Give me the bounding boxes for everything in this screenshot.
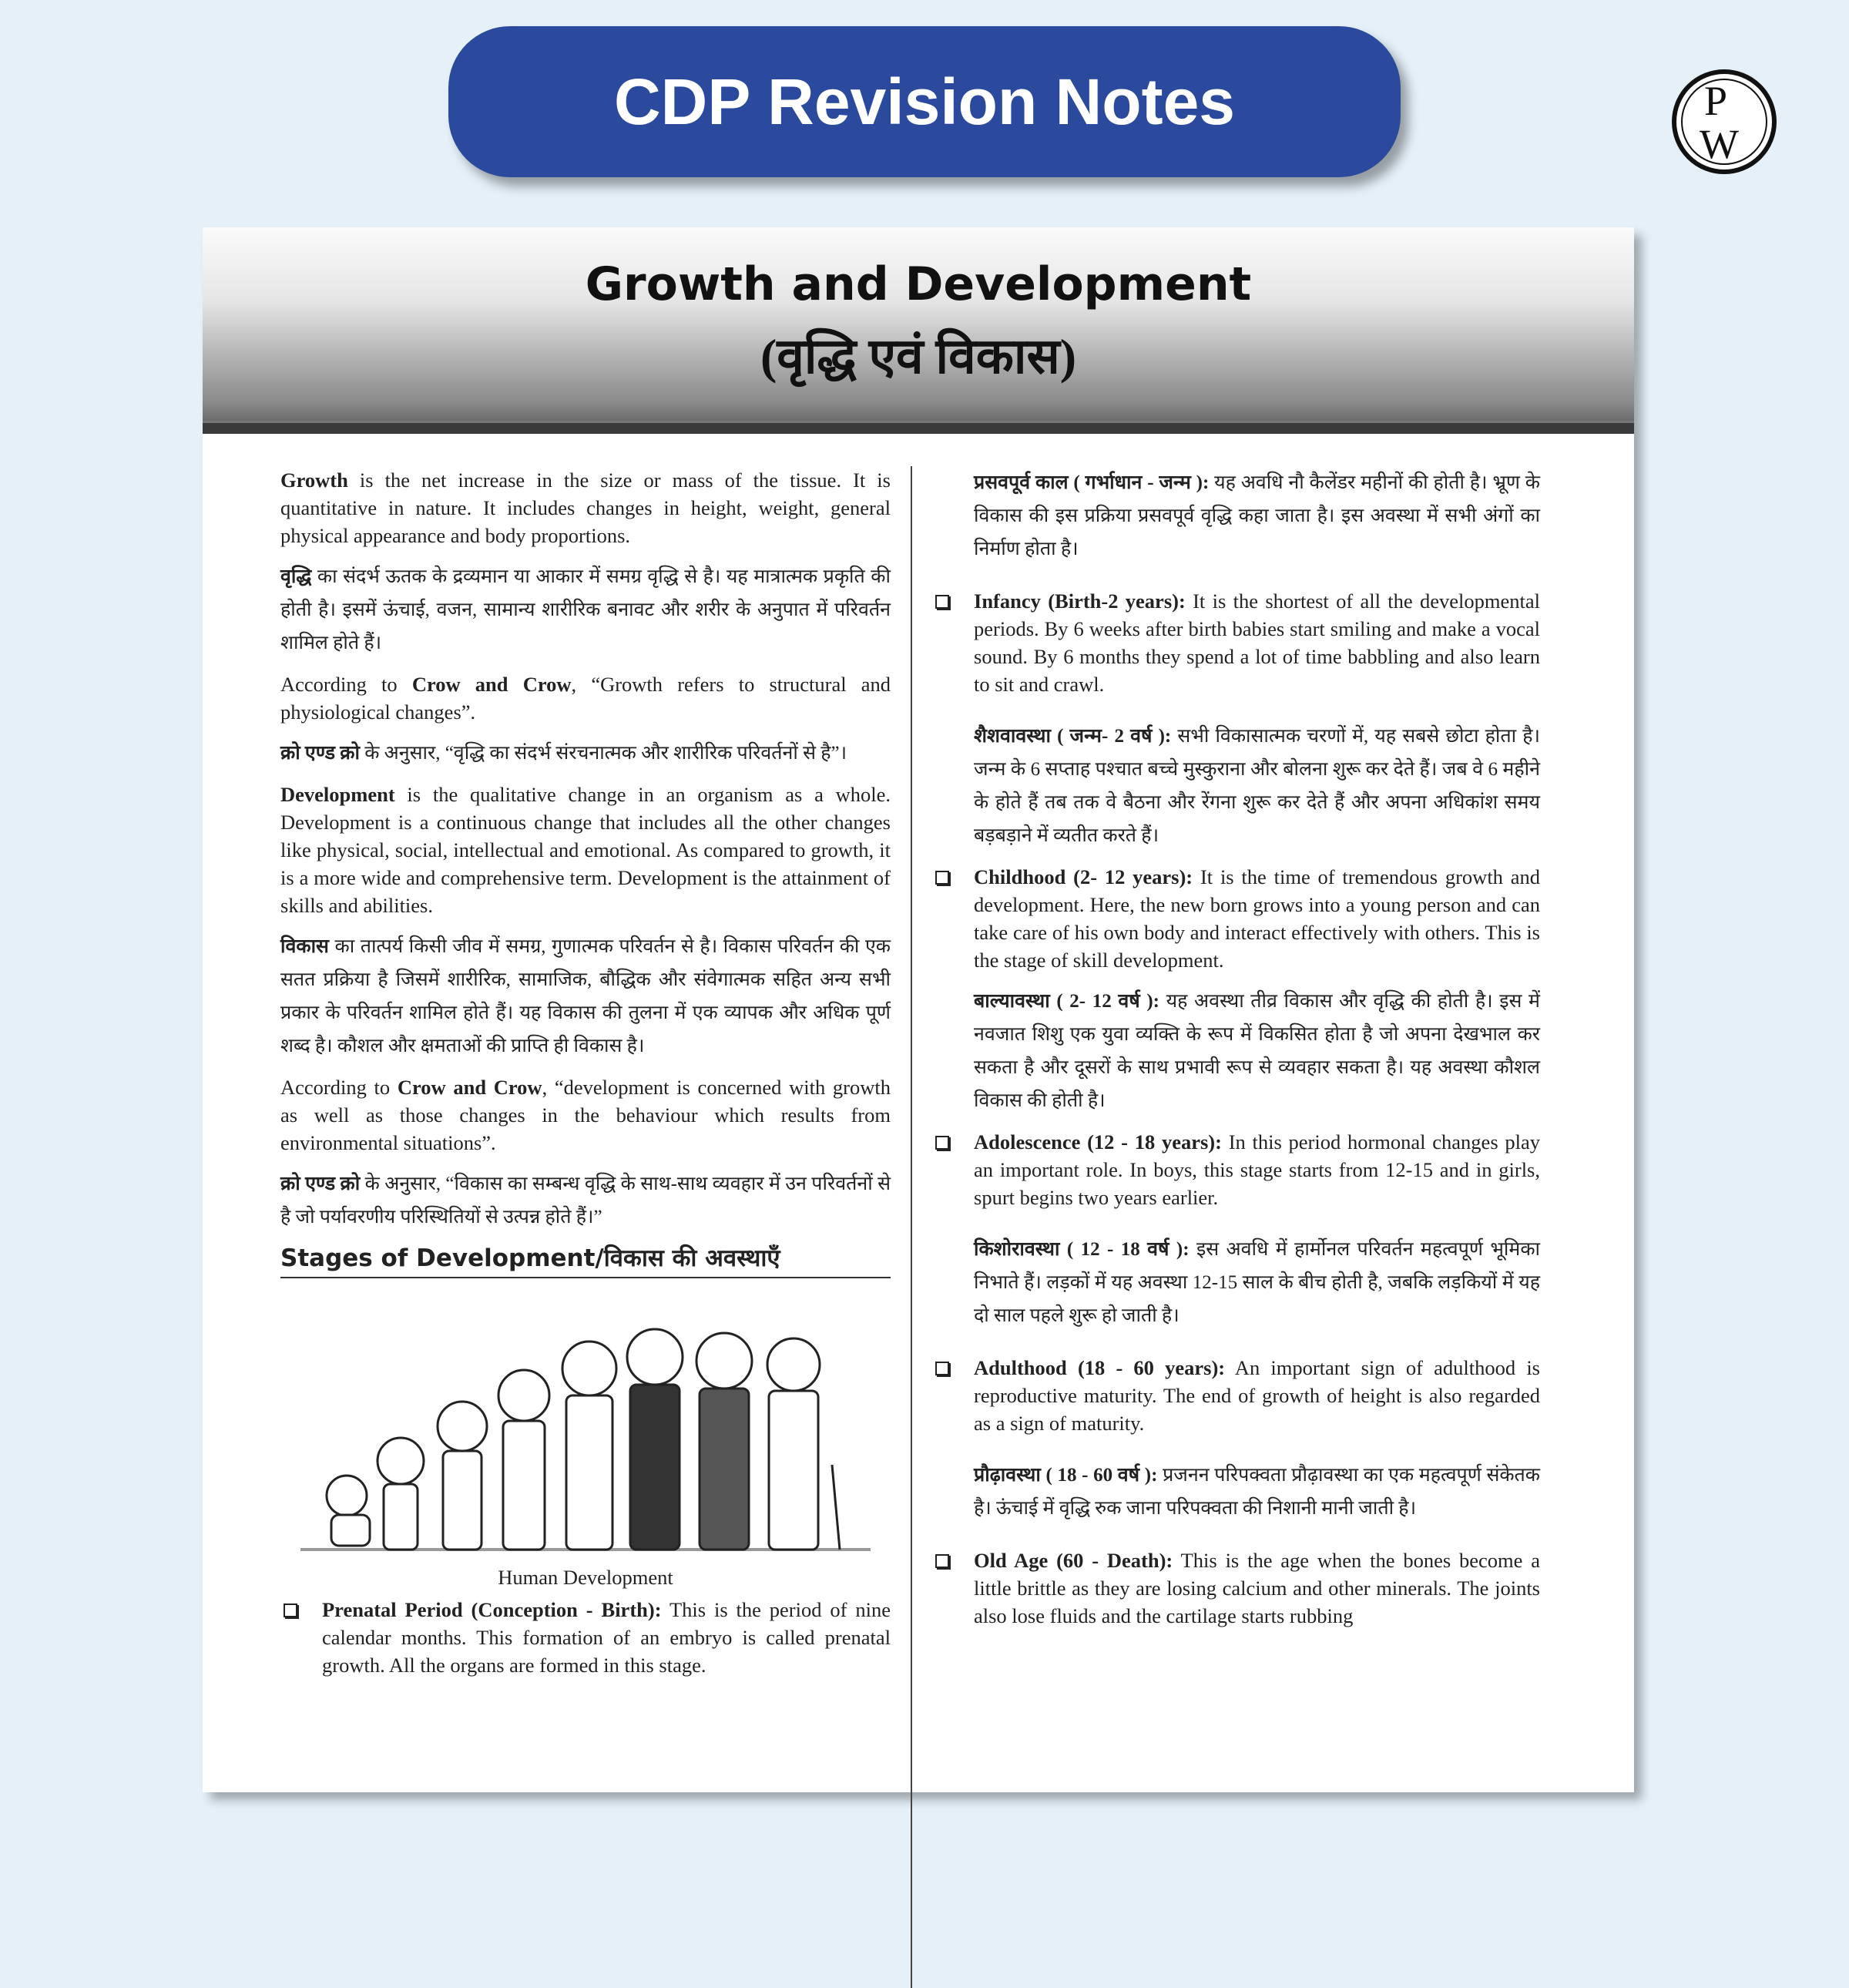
crow-growth-quote: According to Crow and Crow, “Growth refers to structural and physiological changes”.: [280, 673, 891, 724]
right-column: [974, 466, 1540, 1640]
growth-definition: Growth is the net increase in the size or mass of the tissue. It is quantitative in nature. It includes changes in height, weight, general physical appearance and body proportions.: [280, 468, 891, 547]
figure-teen: [562, 1342, 616, 1550]
pw-logo: P W: [1672, 69, 1777, 174]
bullet-adulthood: Adulthood (18 - 60 years): An important sign of adulthood is reproductive maturity. The end of growth of height is also regarded as a sign of maturity.: [974, 1354, 1540, 1437]
figure-adult: [627, 1329, 683, 1550]
column-divider: [911, 466, 912, 1988]
development-definition-hindi: विकास का तात्पर्य किसी जीव में समग्र, गुणात्मक परिवर्तन से है। विकास परिवर्तन की एक सतत प्रक्रिया है जिसमें शारीरिक, सामाजिक, बौद्धिक और संवेगात्मक सहित अन्य सभी प्रकार के परिवर्तन शामिल होते हैं। यह विकास की तुलना में एक व्यापक और अधिक पूर्ण शब्द है। कौशल और क्षमताओं की प्राप्ति ही विकास है।: [280, 936, 891, 1056]
figure-child: [438, 1402, 487, 1550]
crow-development-quote: According to Crow and Crow, “development is concerned with growth as well as those changes in the behaviour which results from environmental situations”.: [280, 1076, 891, 1154]
growth-definition-hindi: वृद्धि का संदर्भ ऊतक के द्रव्यमान या आकार में समग्र वृद्धि से है। यह मात्रात्मक प्रकृति की होती है। इसमें ऊंचाई, वजन, सामान्य शारीरिक बनावट और शरीर के अनुपात में परिवर्तन शामिल होते हैं।: [280, 566, 891, 653]
checkbox-bullet-icon: [935, 1136, 949, 1150]
document-page: [203, 227, 1634, 1792]
childhood-hindi: बाल्यावस्था ( 2- 12 वर्ष ): यह अवस्था तीव्र विकास और वृद्धि की होती है। इस में नवजात शिशु एक युवा व्यक्ति के रूप में विकसित होता है जो अपना देखभाल कर सकता है और दूसरों के साथ प्रभावी रूप से व्यवहार सकता है। यह अवस्था कौशल विकास की होती है।: [974, 991, 1540, 1111]
development-definition: Development is the qualitative change in an organism as a whole. Development is a continuous change that includes all the other changes like physical, social, intellectual and emotional. As compared to growth, it is a more wide and comprehensive term. Development is the attainment of skills and abilities.: [280, 783, 891, 917]
bullet-old-age: Old Age (60 - Death): This is the age when the bones become a little brittle as they are losing calcium and other minerals. The joints also lose fluids and the cartilage starts rubbing: [974, 1546, 1540, 1630]
checkbox-bullet-icon: [284, 1603, 297, 1617]
page-subtitle: (वृद्धि एवं विकास): [760, 329, 1077, 384]
bullet-infancy: Infancy (Birth-2 years): It is the shortest of all the developmental periods. By 6 weeks after birth babies start smiling and make a vocal sound. By 6 months they spend a lot of time babbling and also learn to sit and crawl.: [974, 587, 1540, 698]
bullet-adolescence: Adolescence (12 - 18 years): In this period hormonal changes play an important role. In boys, this stage starts from 12-15 and in girls, spurt begins two years earlier.: [974, 1128, 1540, 1211]
prenatal-hindi: प्रसवपूर्व काल ( गर्भाधान - जन्म ): यह अवधि नौ कैलेंडर महीनों की होती है। भ्रूण के विकास की इस प्रक्रिया प्रसवपूर्व वृद्धि कहा जाता है। इस अवस्था में सभी अंगों का निर्माण होता है।: [974, 472, 1541, 559]
figure-infant: [327, 1476, 370, 1546]
checkbox-bullet-icon: [935, 1554, 949, 1568]
left-column: [280, 466, 891, 1690]
figure-middle-aged: [696, 1333, 752, 1550]
header-title: CDP Revision Notes: [614, 65, 1235, 138]
crow-growth-quote-hindi: क्रो एण्ड क्रो के अनुसार, “वृद्धि का संदर्भ संरचनात्मक और शारीरिक परिवर्तनों से है”।: [280, 743, 847, 764]
bullet-prenatal: Prenatal Period (Conception - Birth): This is the period of nine calendar months. This formation of an embryo is called prenatal growth. All the organs are formed in this stage.: [322, 1596, 891, 1679]
adolescence-hindi: किशोरावस्था ( 12 - 18 वर्ष ): इस अवधि में हार्मोनल परिवर्तन महत्वपूर्ण भूमिका निभाते हैं। लड़कों में यह अवस्था 12-15 साल के बीच होती है, जबकि लड़कियों में यह दो साल पहले शुरू हो जाती है।: [974, 1239, 1540, 1326]
crow-development-quote-hindi: क्रो एण्ड क्रो के अनुसार, “विकास का सम्बन्ध वृद्धि के साथ-साथ व्यवहार में उन परिवर्तनों से है जो पर्यावरणीय परिस्थितियों से उत्पन्न होते हैं।”: [280, 1174, 891, 1227]
figure-boy: [498, 1370, 549, 1550]
section-heading: Stages of Development/विकास की अवस्थाएँ: [280, 1244, 891, 1278]
header-band: [203, 421, 1634, 434]
figure-elderly: [767, 1338, 840, 1550]
illustration-caption: Human Development: [498, 1566, 673, 1589]
checkbox-bullet-icon: [935, 1362, 949, 1375]
figure-toddler: [378, 1438, 424, 1550]
checkbox-bullet-icon: [935, 595, 949, 609]
human-development-illustration: [300, 1295, 871, 1557]
infancy-hindi: शैशवावस्था ( जन्म- 2 वर्ष ): सभी विकासात्मक चरणों में, यह सबसे छोटा होता है। जन्म के 6 सप्ताह पश्चात बच्चे मुस्कुराना और बोलना शुरू कर देते हैं। जब वे 6 महीने के होते हैं तब तक वे बैठना और रेंगना शुरू कर देते हैं और अपना अधिकांश समय बड़बड़ाने में व्यतीत करते हैं।: [974, 726, 1540, 846]
header-banner: [448, 26, 1401, 177]
checkbox-bullet-icon: [935, 871, 949, 885]
page-header: [203, 227, 1634, 434]
page-title: Growth and Development: [585, 257, 1252, 311]
adulthood-hindi: प्रौढ़ावस्था ( 18 - 60 वर्ष ): प्रजनन परिपक्वता प्रौढ़ावस्था का एक महत्वपूर्ण संकेतक है। ऊंचाई में वृद्धि रुक जाना परिपक्वता की निशानी मानी जाती है।: [974, 1465, 1540, 1519]
bullet-childhood: Childhood (2- 12 years): It is the time of tremendous growth and development. Here, the new born grows into a young person and can take care of his own body and interact effectively with others. This is the stage of skill development.: [974, 863, 1540, 974]
